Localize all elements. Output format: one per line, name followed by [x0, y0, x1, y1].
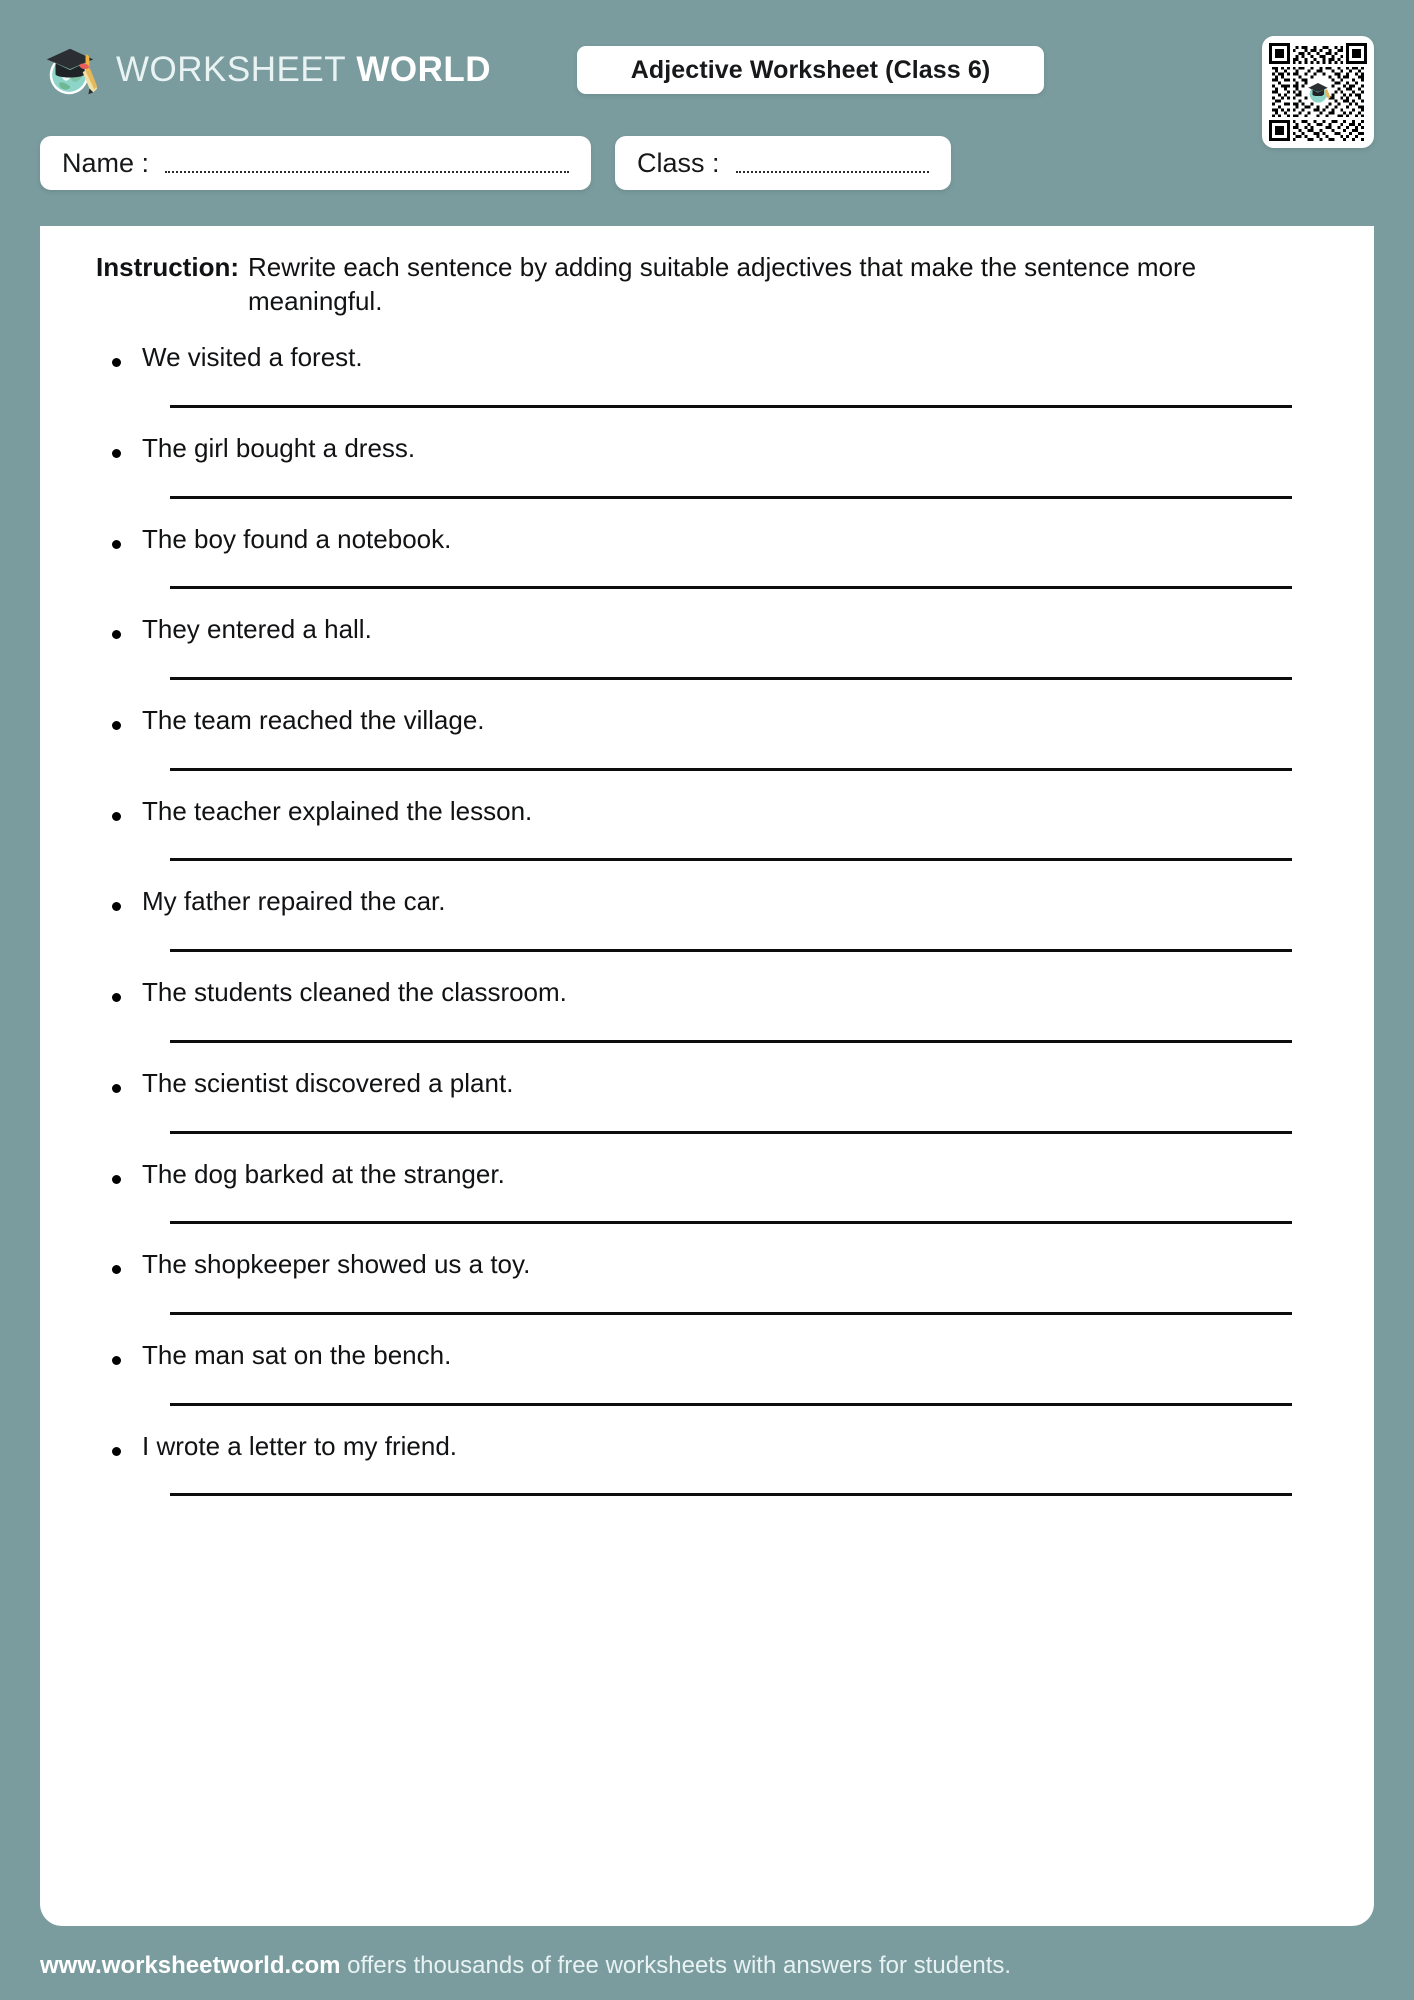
footer-site-url[interactable]: www.worksheetworld.com: [40, 1952, 341, 1979]
brand-word-bold: WORLD: [356, 49, 492, 89]
worksheet-sheet: [40, 226, 1374, 1926]
answer-line[interactable]: [170, 677, 1292, 680]
list-item: [66, 1068, 1334, 1134]
question-text: We visited a forest.: [142, 342, 363, 373]
question-text: The team reached the village.: [142, 704, 485, 735]
answer-line[interactable]: [170, 496, 1292, 499]
worksheet-title-badge: [577, 46, 1044, 94]
list-item: [66, 1431, 1334, 1497]
list-item: [66, 1159, 1334, 1225]
brand-wordmark: [116, 49, 492, 91]
class-label: Class :: [637, 147, 720, 178]
footer: [40, 1954, 1011, 1978]
question-text: The shopkeeper showed us a toy.: [142, 1249, 531, 1280]
name-field[interactable]: [40, 136, 591, 190]
question-text: The girl bought a dress.: [142, 432, 416, 463]
instruction-lead: Instruction:: [96, 252, 239, 282]
question-text: The scientist discovered a plant.: [142, 1067, 514, 1098]
list-item: [66, 977, 1334, 1043]
class-input[interactable]: [736, 171, 929, 173]
student-fields: [40, 136, 1374, 190]
answer-line[interactable]: [170, 1403, 1292, 1406]
instruction: [66, 250, 1334, 318]
answer-line[interactable]: [170, 949, 1292, 952]
answer-line[interactable]: [170, 405, 1292, 408]
question-text: The dog barked at the stranger.: [142, 1158, 505, 1189]
answer-line[interactable]: [170, 1040, 1292, 1043]
list-item: [66, 342, 1334, 408]
question-text: The teacher explained the lesson.: [142, 795, 533, 826]
list-item: [66, 614, 1334, 680]
question-list: [66, 342, 1334, 1496]
question-text: They entered a hall.: [142, 614, 372, 645]
instruction-body: Rewrite each sentence by adding suitable adjectives that make the sentence more meaningful.: [248, 252, 1197, 317]
question-text: The boy found a notebook.: [142, 523, 452, 554]
class-field[interactable]: [615, 136, 951, 190]
graduation-cap-globe-pencil-logo: [40, 40, 102, 102]
answer-line[interactable]: [170, 858, 1292, 861]
brand: [40, 40, 491, 102]
question-text: I wrote a letter to my friend.: [142, 1430, 458, 1461]
list-item: [66, 1249, 1334, 1315]
list-item: [66, 1340, 1334, 1406]
question-text: The students cleaned the classroom.: [142, 977, 567, 1008]
page-header: [40, 32, 1374, 152]
question-text: My father repaired the car.: [142, 886, 446, 917]
page-title: Adjective Worksheet (Class 6): [630, 55, 991, 84]
list-item: [66, 705, 1334, 771]
answer-line[interactable]: [170, 1221, 1292, 1224]
answer-line[interactable]: [170, 768, 1292, 771]
qr-code[interactable]: [1262, 36, 1374, 148]
answer-line[interactable]: [170, 1312, 1292, 1315]
name-input[interactable]: [165, 171, 569, 173]
answer-line[interactable]: [170, 586, 1292, 589]
qr-code-icon: [1269, 43, 1367, 141]
list-item: [66, 886, 1334, 952]
answer-line[interactable]: [170, 1131, 1292, 1134]
name-label: Name :: [62, 147, 150, 178]
list-item: [66, 796, 1334, 862]
footer-tagline: offers thousands of free worksheets with answers for students.: [340, 1952, 1012, 1979]
answer-line[interactable]: [170, 1493, 1292, 1496]
list-item: [66, 433, 1334, 499]
question-text: The man sat on the bench.: [142, 1340, 452, 1370]
list-item: [66, 524, 1334, 590]
brand-word-light: WORKSHEET: [116, 49, 347, 89]
